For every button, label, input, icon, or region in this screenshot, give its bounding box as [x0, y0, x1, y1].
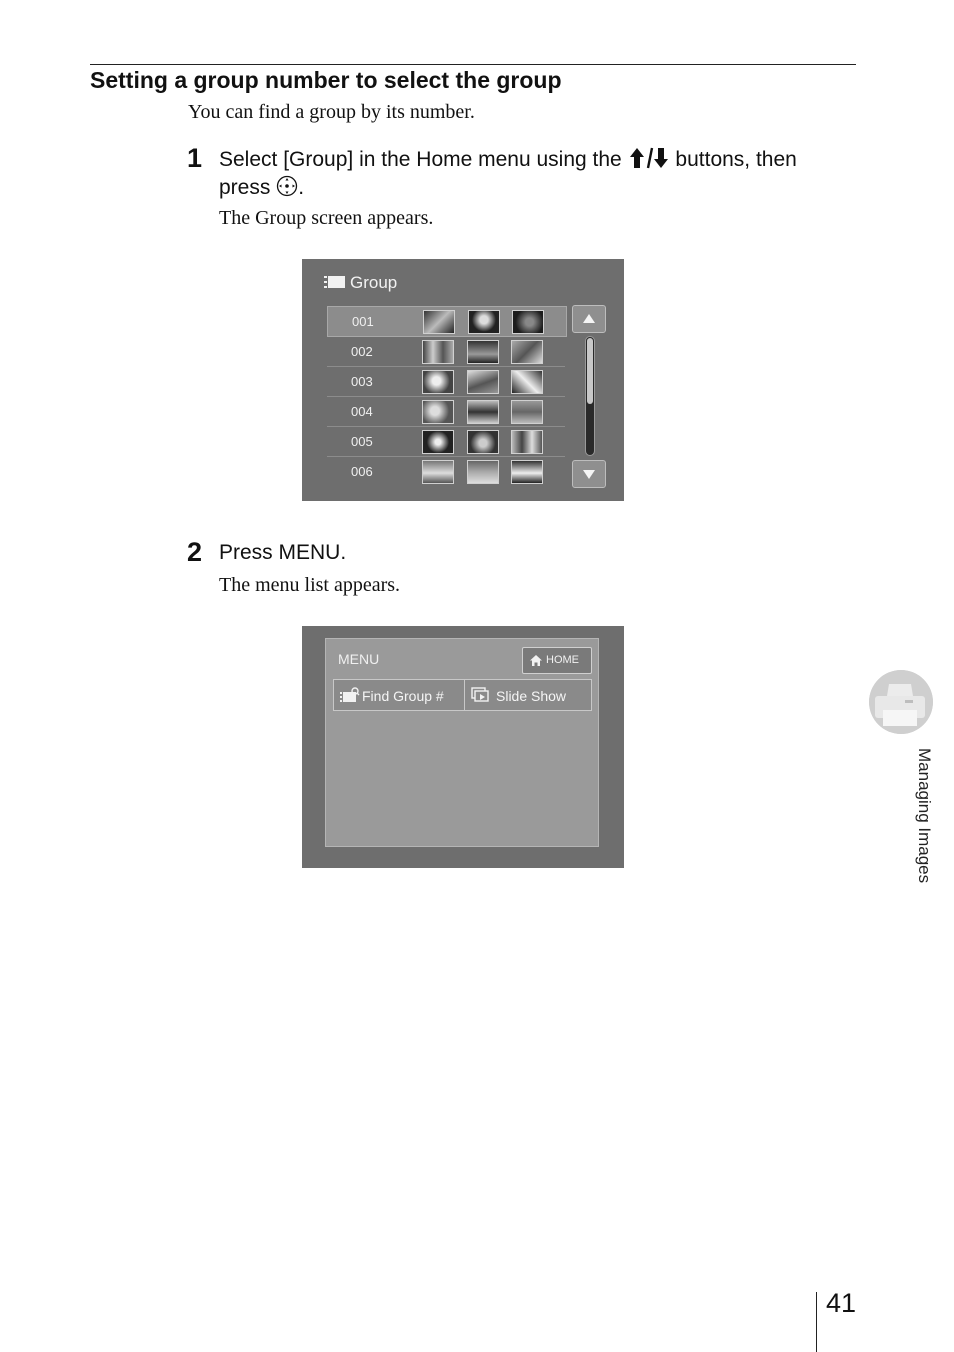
group-thumbnail: [511, 430, 543, 454]
group-row-number: 006: [351, 464, 373, 479]
group-row[interactable]: [327, 367, 565, 397]
group-row-number: 005: [351, 434, 373, 449]
group-film-icon: [324, 275, 346, 294]
slide-show-icon: [471, 687, 491, 708]
group-thumbnail: [512, 310, 544, 334]
step-1-instruction-line2: [219, 175, 304, 203]
group-thumbnail: [422, 430, 454, 454]
up-down-arrows-icon: [628, 147, 670, 175]
group-thumbnail: [422, 400, 454, 424]
intro-text: You can find a group by its number.: [188, 101, 475, 123]
group-row[interactable]: [327, 397, 565, 427]
step-2-result: The menu list appears.: [219, 574, 401, 596]
group-row-number: 002: [351, 344, 373, 359]
group-thumbnail: [422, 460, 454, 484]
group-row[interactable]: [327, 427, 565, 457]
group-row-number: 004: [351, 404, 373, 419]
group-thumbnail: [511, 400, 543, 424]
scrollbar-thumb[interactable]: [587, 338, 593, 404]
group-thumbnail: [511, 370, 543, 394]
enter-button-icon: [276, 175, 298, 203]
side-tab-label: Managing Images: [915, 748, 934, 884]
step-2-instruction: Press MENU.: [219, 541, 347, 564]
home-button[interactable]: [522, 647, 592, 674]
house-icon: [529, 654, 543, 672]
find-group-button[interactable]: [333, 679, 465, 711]
home-button-label: HOME: [546, 654, 579, 666]
group-thumbnail: [467, 460, 499, 484]
group-row-number: 001: [352, 314, 374, 329]
top-rule: [90, 64, 856, 65]
step-1-instruction: [219, 147, 797, 175]
group-row[interactable]: [327, 306, 567, 337]
group-thumbnail: [468, 310, 500, 334]
group-thumbnail: [467, 370, 499, 394]
find-group-label: Find Group #: [362, 688, 444, 704]
group-thumbnail: [423, 310, 455, 334]
side-tab-printer-icon: [869, 670, 933, 734]
group-thumbnail: [422, 340, 454, 364]
group-thumbnail: [422, 370, 454, 394]
group-thumbnail: [511, 460, 543, 484]
group-thumbnail: [467, 430, 499, 454]
page-number: 41: [826, 1288, 857, 1318]
step-2-number: 2: [187, 537, 203, 567]
scroll-up-button[interactable]: [572, 305, 606, 333]
menu-screen: [302, 626, 624, 868]
slide-show-label: Slide Show: [496, 688, 567, 704]
triangle-down-icon: [573, 461, 605, 487]
group-thumbnail: [467, 400, 499, 424]
slide-show-button[interactable]: [464, 679, 592, 711]
page-number-rule: [816, 1292, 817, 1352]
group-row[interactable]: [327, 457, 565, 486]
step-1-number: 1: [187, 143, 203, 173]
find-group-icon: [340, 687, 360, 708]
step-1-text-d: .: [298, 176, 305, 199]
triangle-up-icon: [573, 306, 605, 332]
group-row[interactable]: [327, 337, 565, 367]
step-1-result: The Group screen appears.: [219, 207, 434, 229]
menu-panel: [325, 638, 599, 847]
step-1-text-b: buttons, then: [675, 148, 797, 171]
scroll-down-button[interactable]: [572, 460, 606, 488]
step-1-text-a: Select [Group] in the Home menu using the: [219, 148, 622, 171]
group-screen: [302, 259, 624, 501]
group-thumbnail: [467, 340, 499, 364]
group-thumbnail: [511, 340, 543, 364]
step-1-text-c: press: [219, 176, 271, 199]
section-title: Setting a group number to select the group: [90, 67, 562, 93]
group-screen-title: Group: [350, 273, 398, 292]
menu-title: MENU: [338, 651, 380, 667]
group-row-number: 003: [351, 374, 373, 389]
